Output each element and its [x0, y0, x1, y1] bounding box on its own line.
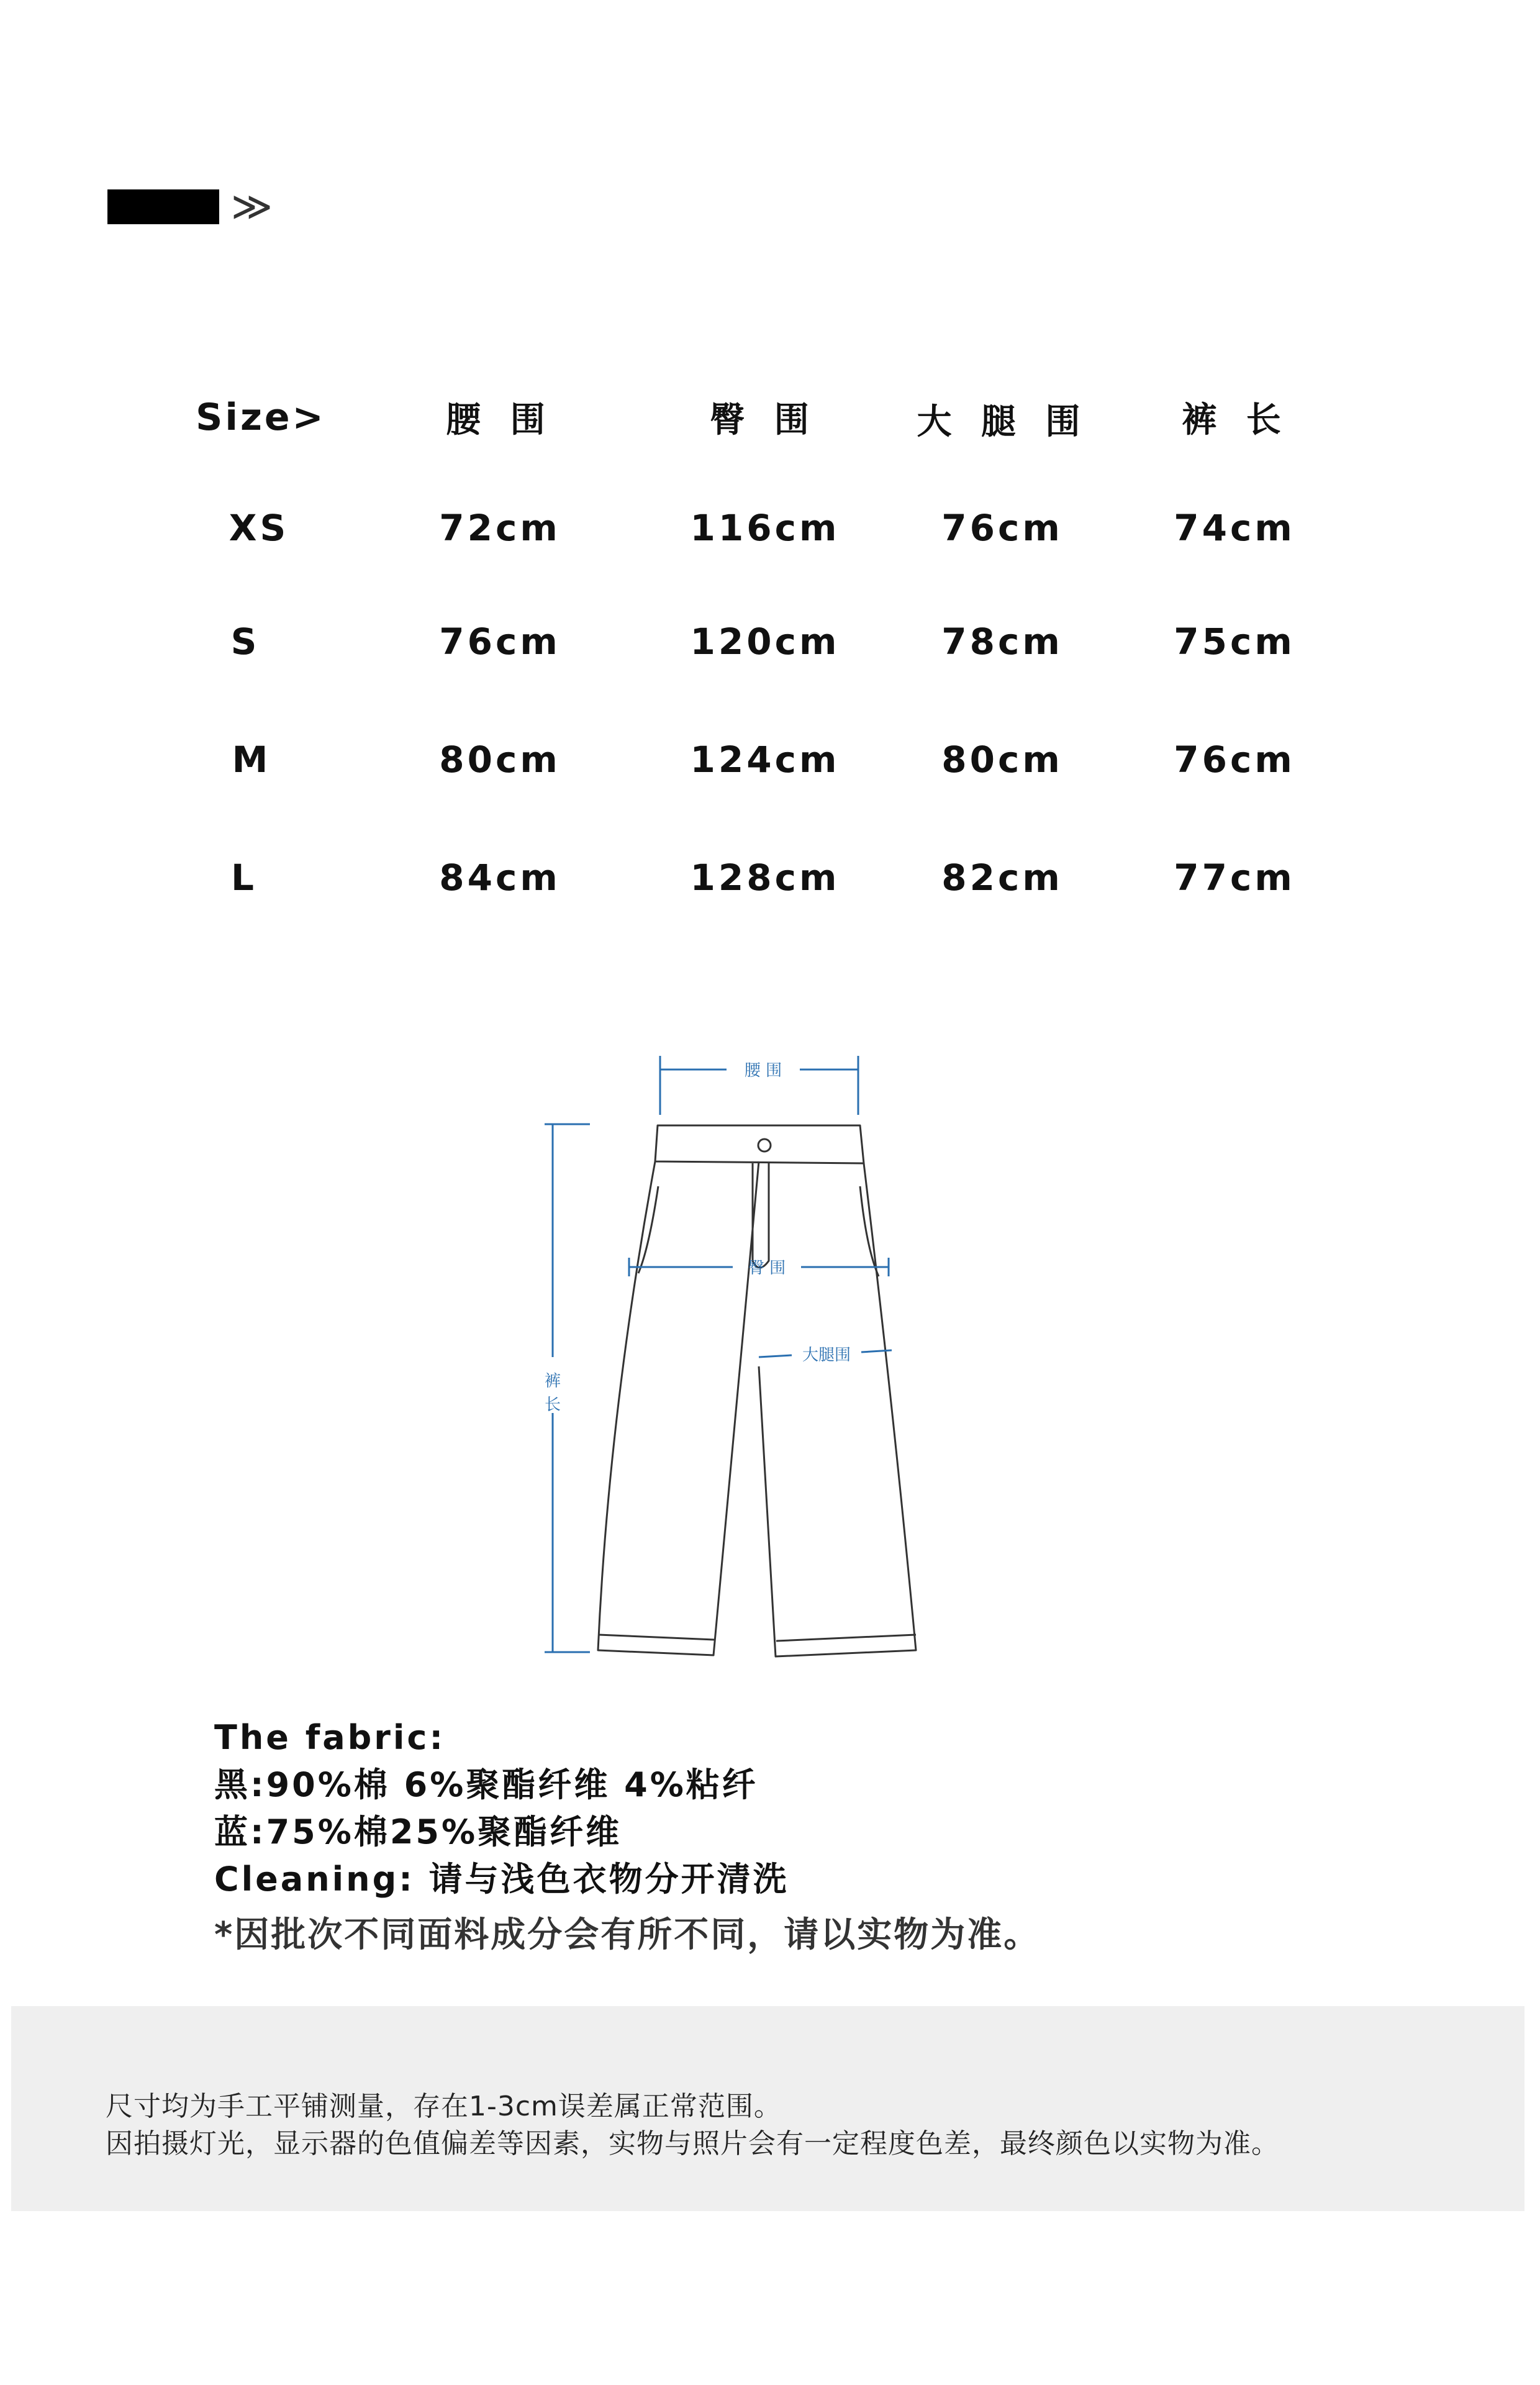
pants-measurement-diagram: [528, 1043, 962, 1683]
fabric-title: The fabric:: [214, 1718, 446, 1757]
size-table: [0, 0, 1540, 932]
double-chevron-icon: ≫: [231, 184, 269, 230]
thigh-line-right: [861, 1350, 892, 1352]
table-cell-hip: 128cm: [690, 856, 840, 899]
table-cell-hip: 124cm: [690, 738, 840, 781]
right-cuff-line: [776, 1635, 916, 1641]
table-cell-hip: 116cm: [690, 507, 840, 549]
hip-diagram-label: 臀 围: [748, 1259, 786, 1278]
table-cell-size: XS: [229, 507, 289, 549]
table-header-waist: 腰 围: [446, 400, 554, 440]
table-cell-length: 76cm: [1174, 738, 1295, 781]
table-header-hip: 臀 围: [710, 400, 818, 440]
waistband-shape: [655, 1125, 864, 1163]
table-cell-size: M: [232, 738, 271, 781]
fabric-blue-composition: 蓝:75%棉25%聚酯纤维: [214, 1812, 622, 1851]
table-header-thigh: 大 腿 围: [917, 402, 1089, 442]
table-cell-thigh: 80cm: [941, 738, 1063, 781]
table-header-length: 裤 长: [1182, 400, 1290, 440]
right-leg-shape: [759, 1163, 916, 1656]
left-leg-shape: [598, 1161, 759, 1655]
table-cell-waist: 72cm: [439, 507, 561, 549]
thigh-line-left: [759, 1355, 792, 1357]
footer-line-2: 因拍摄灯光，显示器的色值偏差等因素，实物与照片会有一定程度色差，最终颜色以实物为准。: [106, 2128, 1279, 2160]
table-cell-hip: 120cm: [690, 620, 840, 663]
fly-shape: [753, 1163, 769, 1268]
table-cell-thigh: 76cm: [941, 507, 1063, 549]
table-cell-waist: 80cm: [439, 738, 561, 781]
table-cell-size: L: [231, 856, 257, 899]
fabric-black-composition: 黑:90%棉 6%聚酯纤维 4%粘纤: [214, 1765, 758, 1804]
footer-notice: [11, 2006, 1524, 2211]
thigh-diagram-label: 大腿围: [802, 1346, 851, 1365]
fabric-note: *因批次不同面料成分会有所不同，请以实物为准。: [214, 1915, 1041, 1955]
pants-outline: [598, 1125, 916, 1656]
left-cuff-line: [599, 1635, 714, 1640]
table-cell-waist: 76cm: [439, 620, 561, 663]
table-cell-length: 77cm: [1174, 856, 1295, 899]
waist-diagram-label: 腰 围: [744, 1061, 782, 1080]
table-cell-waist: 84cm: [439, 856, 561, 899]
table-cell-thigh: 78cm: [941, 620, 1063, 663]
table-header-size: Size>: [196, 396, 326, 439]
table-cell-length: 75cm: [1174, 620, 1295, 663]
fabric-cleaning: Cleaning: 请与浅色衣物分开清洗: [214, 1860, 789, 1899]
table-cell-size: S: [230, 620, 260, 663]
table-cell-thigh: 82cm: [941, 856, 1063, 899]
length-diagram-label-top: 裤: [544, 1372, 561, 1391]
fabric-info: [214, 1714, 1394, 1960]
footer-line-1: 尺寸均为手工平铺测量，存在1-3cm误差属正常范围。: [106, 2091, 782, 2122]
table-cell-length: 74cm: [1174, 507, 1295, 549]
length-diagram-label-bottom: 长: [544, 1396, 561, 1414]
button-icon: [758, 1139, 771, 1152]
